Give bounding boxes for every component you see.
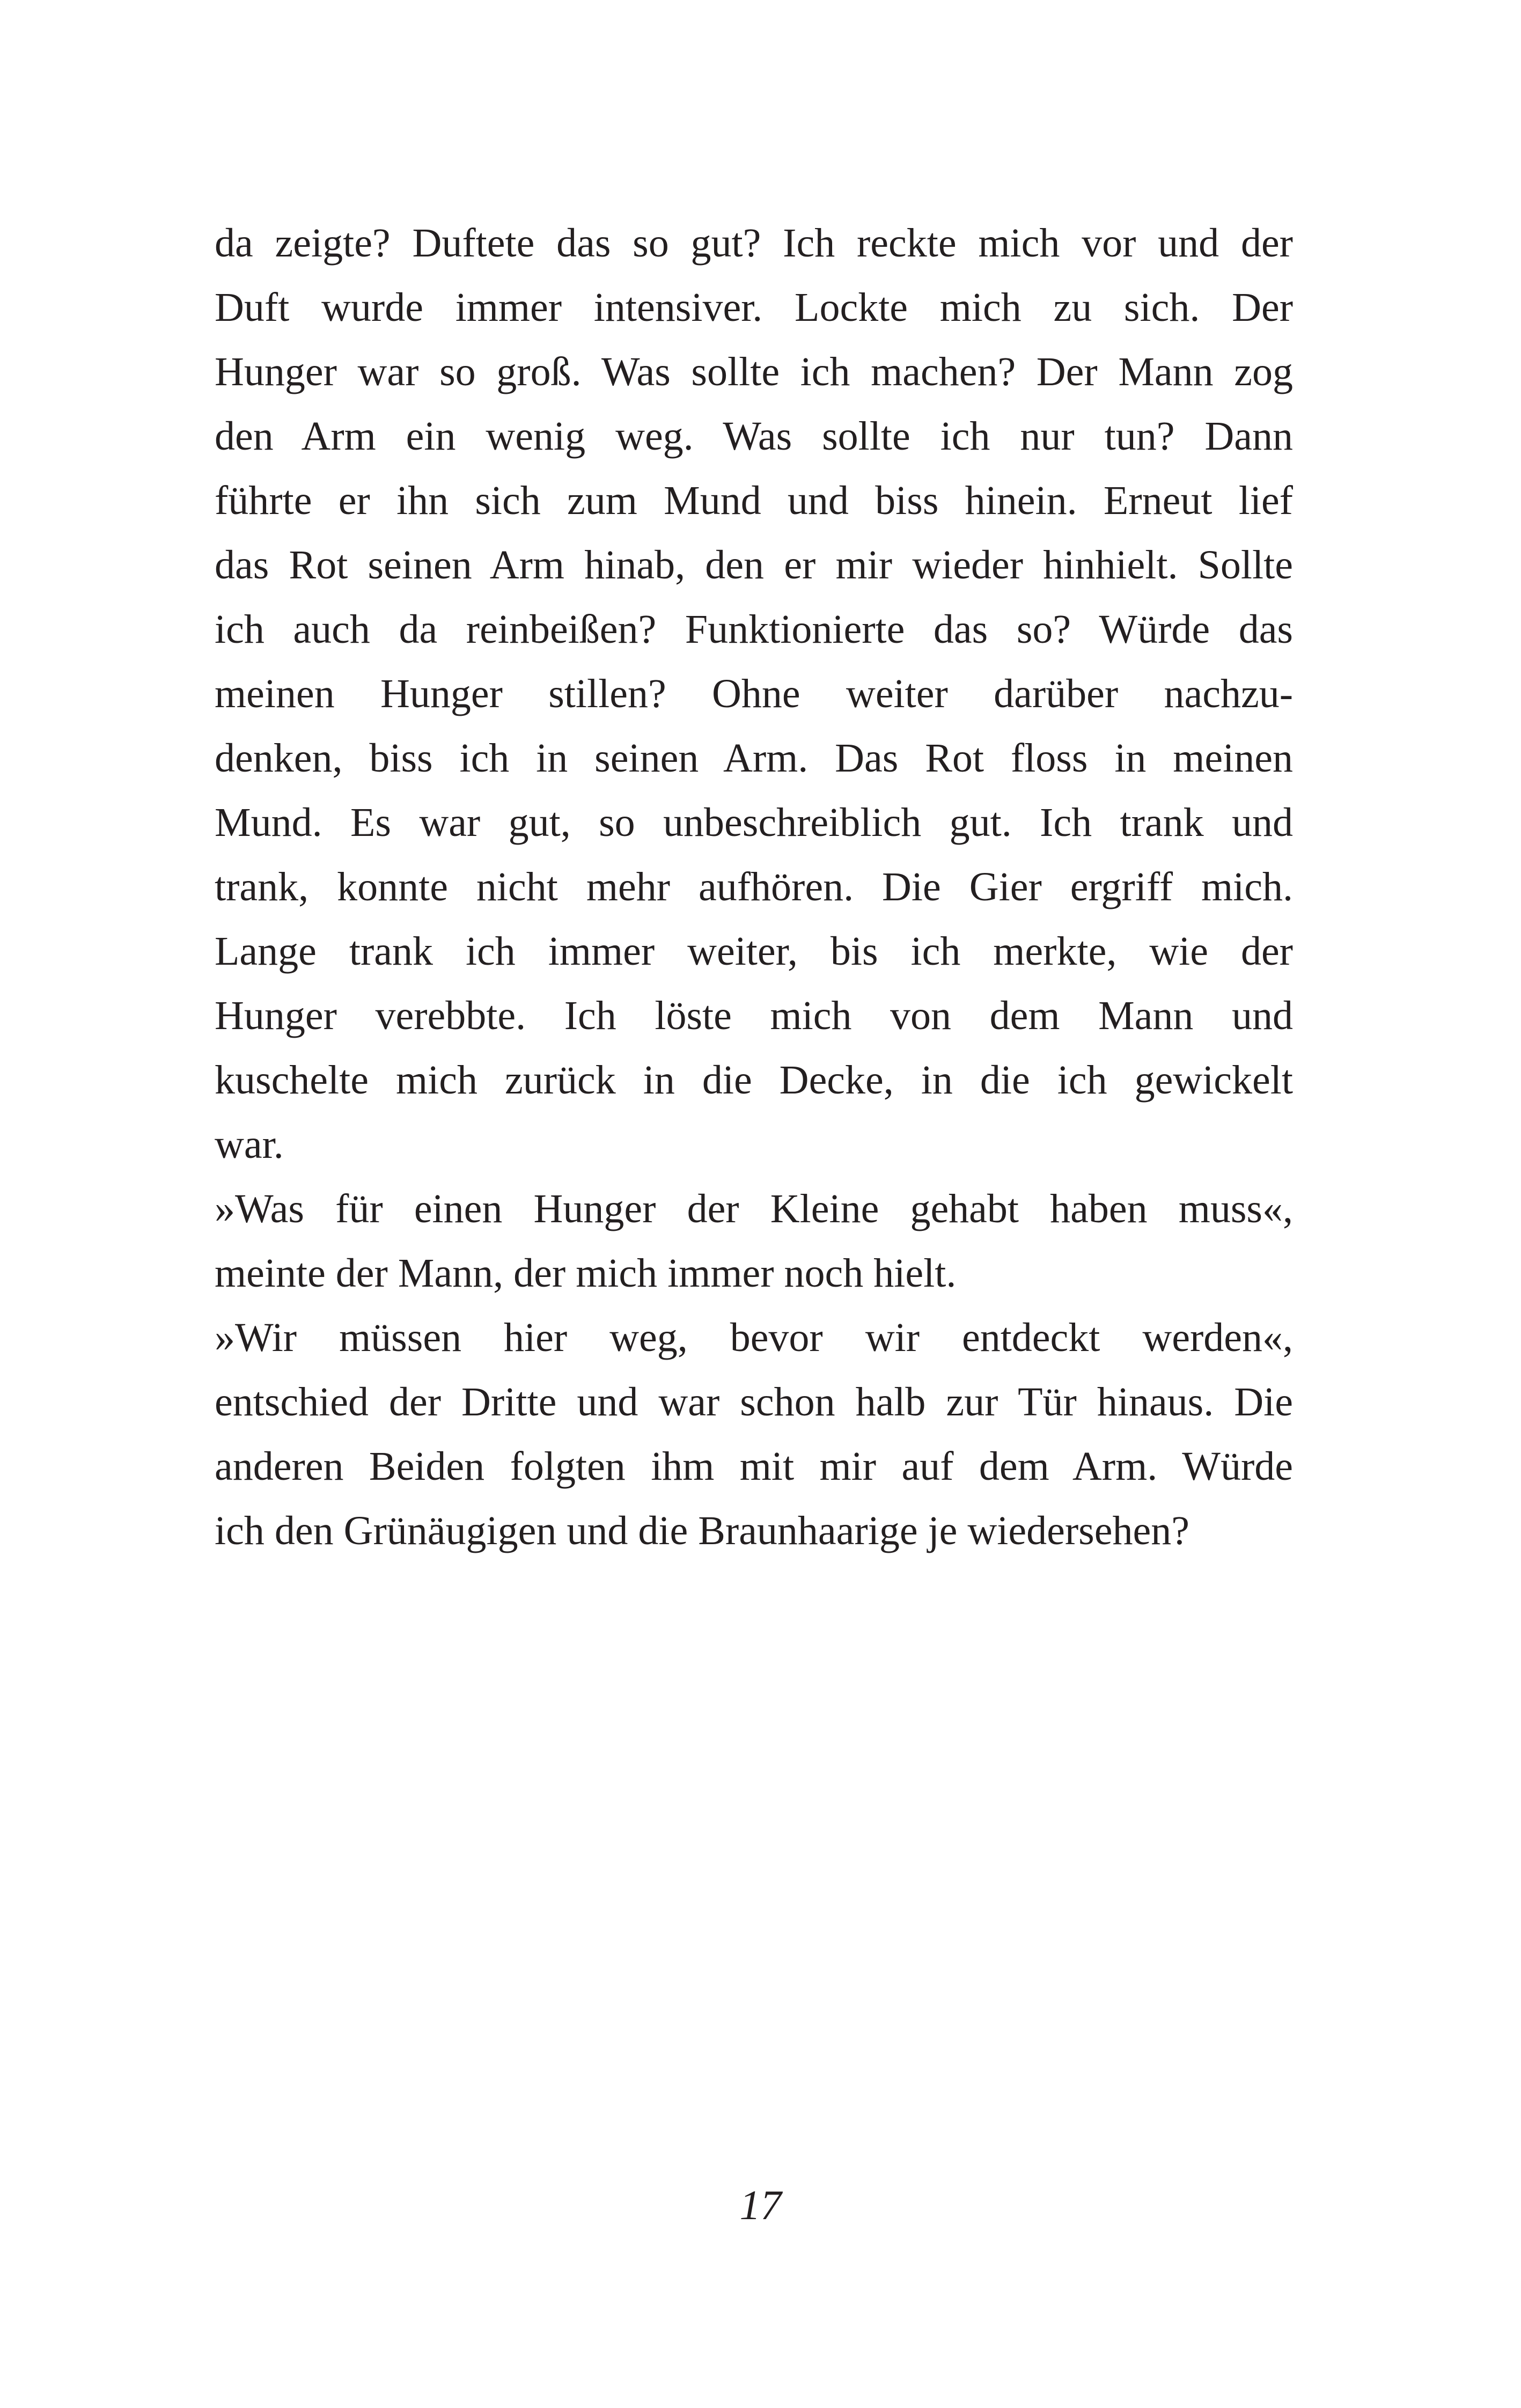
text-line: Mund. Es war gut, so unbeschreiblich gut. Ich trank und (215, 800, 1293, 845)
paragraph (215, 1177, 1293, 1305)
text-line: Hunger war so groß. Was sollte ich machen? Der Mann zog (215, 349, 1293, 394)
text-line: Hunger verebbte. Ich löste mich von dem Mann und (215, 993, 1293, 1038)
text-line: anderen Beiden folgten ihm mit mir auf dem Arm. Würde (215, 1444, 1293, 1489)
text-line: ich den Grünäugigen und die Braunhaarige je wiedersehen? (215, 1508, 1189, 1553)
body-text (215, 211, 1293, 1563)
text-line: meinte der Mann, der mich immer noch hielt. (215, 1251, 957, 1296)
text-line: den Arm ein wenig weg. Was sollte ich nur tun? Dann (215, 414, 1293, 459)
text-line: Duft wurde immer intensiver. Lockte mich zu sich. Der (215, 285, 1293, 330)
text-line: da zeigte? Duftete das so gut? Ich reckte mich vor und der (215, 221, 1293, 266)
text-line: »Was für einen Hunger der Kleine gehabt haben muss«, (215, 1186, 1293, 1231)
text-line: führte er ihn sich zum Mund und biss hinein. Erneut lief (215, 478, 1293, 523)
text-line: kuschelte mich zurück in die Decke, in die ich gewickelt (215, 1058, 1293, 1103)
paragraph (215, 1305, 1293, 1563)
text-line: entschied der Dritte und war schon halb zur Tür hinaus. Die (215, 1379, 1293, 1425)
text-line: Lange trank ich immer weiter, bis ich merkte, wie der (215, 929, 1293, 974)
page-number: 17 (739, 2182, 782, 2228)
text-line: ich auch da reinbeißen? Funktionierte das so? Würde das (215, 607, 1293, 652)
text-line: das Rot seinen Arm hinab, den er mir wieder hinhielt. Sollte (215, 542, 1293, 588)
text-line: denken, biss ich in seinen Arm. Das Rot floss in meinen (215, 736, 1293, 781)
text-line: trank, konnte nicht mehr aufhören. Die Gier ergriff mich. (215, 864, 1293, 909)
text-line: war. (215, 1122, 284, 1167)
paragraph (215, 211, 1293, 1177)
text-line: »Wir müssen hier weg, bevor wir entdeckt werden«, (215, 1315, 1293, 1360)
text-line: meinen Hunger stillen? Ohne weiter darüber nachzu- (215, 671, 1293, 716)
